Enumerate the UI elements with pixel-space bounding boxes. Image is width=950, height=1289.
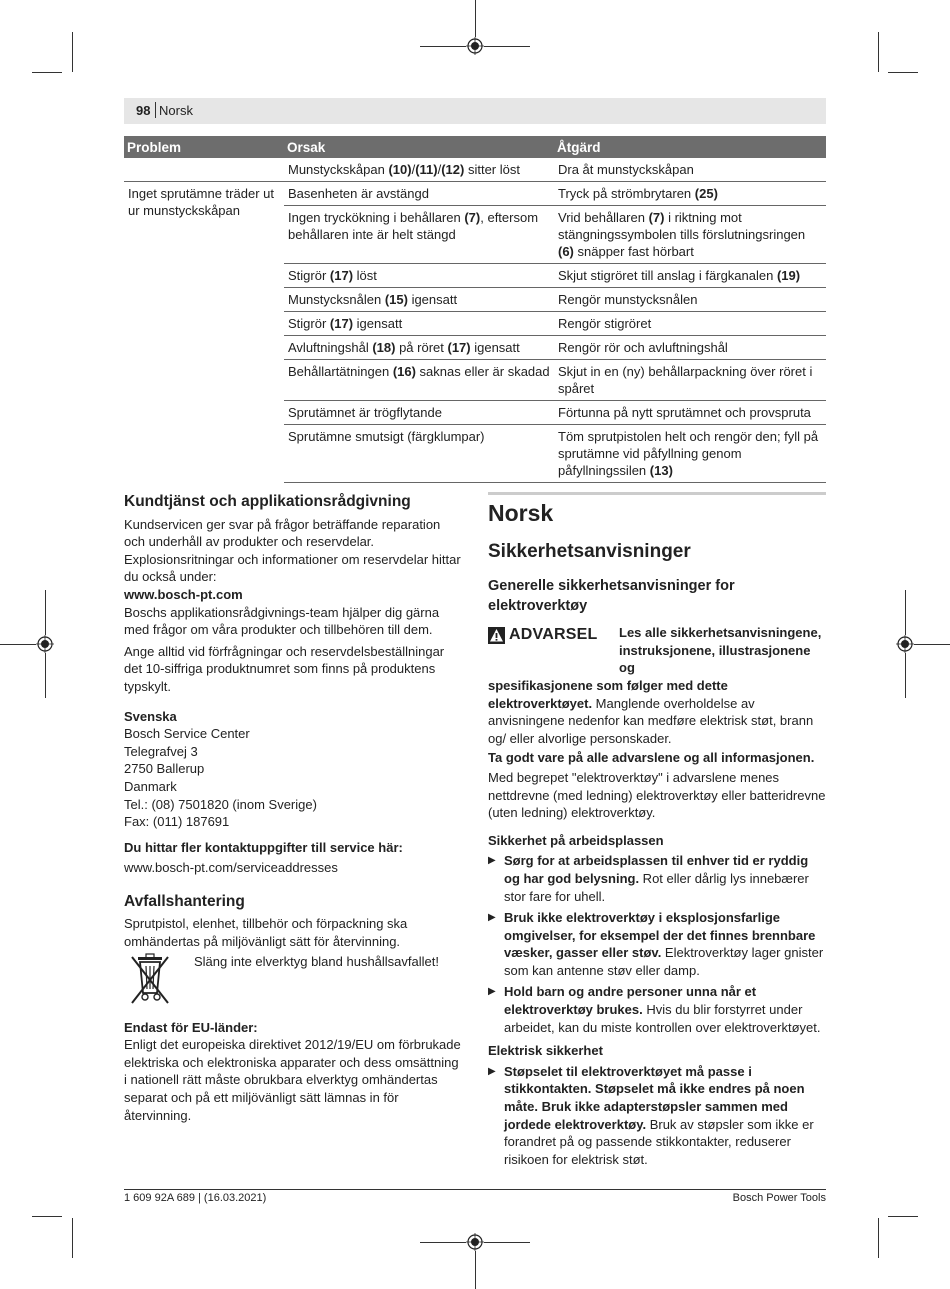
crop-mark: [72, 1218, 73, 1258]
column-header-remedy: Åtgärd: [554, 136, 826, 158]
warning-lead-2: spesifikasjonene som følger med dette elektroverktøyet.: [488, 677, 728, 711]
registration-mark-icon: [896, 635, 914, 653]
definition-text: Med begrepet "elektroverktøy" i advarslene menes nettdrevne (med ledning) elektroverktøy eller batteridrevne (uten ledning) elektroverktøy.: [488, 769, 826, 821]
keep-all-text: Ta godt vare på alle advarslene og all informasjonen.: [488, 750, 815, 766]
cell-remedy: Skjut in en (ny) behållarpackning över röret i spåret: [554, 360, 826, 401]
warning-rest: Manglende overholdelse av anvisningene nedenfor kan medføre elektrisk støt, brann og/ eller alvorlige personskader.: [488, 695, 814, 746]
warning-text: [488, 677, 826, 747]
section-divider: [488, 492, 826, 495]
right-column: [488, 492, 826, 1172]
cell-cause: Sprutämne smutsigt (färgklumpar): [284, 425, 554, 483]
bullet-triangle-icon: ▶: [488, 1065, 496, 1077]
cell-cause: Ingen tryckökning i behållaren (7), eftersom behållaren inte är helt stängd: [284, 206, 554, 264]
bullet-triangle-icon: ▶: [488, 986, 496, 998]
address-line: Bosch Service Center: [124, 726, 250, 742]
crop-mark: [420, 1242, 466, 1243]
crop-mark: [878, 1218, 879, 1258]
cell-cause: Munstycksnålen (15) igensatt: [284, 288, 554, 312]
page-number: 98: [136, 103, 151, 118]
contacts-url[interactable]: www.bosch-pt.com/serviceaddresses: [124, 860, 338, 876]
bullet-text: Støpselet til elektroverktøyet må passe i stikkontakten. Støpselet må ikke endres på noen måte. Bruk ikke adapterstøpsler sammen med jordede elektroverktøy. Bruk av støpsler som ikke er forandret på og passende stikkontakter, reduserer risikoen for elektrisk støt.: [504, 1063, 814, 1167]
address-block: [124, 725, 464, 831]
crop-mark: [905, 590, 906, 635]
bullet-triangle-icon: ▶: [488, 855, 496, 867]
crop-mark: [475, 1251, 476, 1289]
crop-mark: [888, 1216, 918, 1217]
column-header-cause: Orsak: [284, 136, 554, 158]
disposal-text: Sprutpistol, elenhet, tillbehör och förpackning ska omhändertas på miljövänligt sätt för återvinning.: [124, 916, 408, 950]
bullet-item: [488, 909, 826, 979]
crop-mark: [878, 32, 879, 72]
header-separator: [155, 102, 156, 118]
header-language: Norsk: [159, 103, 193, 118]
bullet-item: [488, 852, 826, 905]
bullet-item: [488, 983, 826, 1036]
cell-problem: Inget sprutämne träder ut ur munstyckskåpan: [128, 186, 274, 218]
footer-rule: [124, 1189, 826, 1190]
cell-remedy: Förtunna på nytt sprutämnet och provspruta: [554, 401, 826, 425]
cell-remedy: Vrid behållaren (7) i riktning mot stängningssymbolen tills förslutningsringen (6) snäpper fast hörbart: [554, 206, 826, 264]
contacts-heading: Du hittar fler kontaktuppgifter till service här:: [124, 839, 403, 855]
safety-title: Sikkerhetsanvisninger: [488, 540, 691, 562]
address-line: 2750 Ballerup: [124, 761, 205, 777]
crop-mark: [32, 72, 62, 73]
footer-brand: Bosch Power Tools: [732, 1192, 826, 1204]
address-line: Danmark: [124, 778, 177, 794]
language-title: Norsk: [488, 500, 554, 526]
crop-mark: [888, 72, 918, 73]
column-header-problem: Problem: [124, 136, 284, 158]
cell-remedy: Rengör rör och avluftningshål: [554, 336, 826, 360]
crop-mark: [484, 46, 530, 47]
crop-mark: [45, 590, 46, 635]
cell-cause: Stigrör (17) igensatt: [284, 312, 554, 336]
electrical-heading: Elektrisk sikkerhet: [488, 1043, 603, 1059]
crop-mark: [475, 0, 476, 37]
troubleshooting-table: [124, 136, 826, 483]
address-line: Telegrafvej 3: [124, 743, 198, 759]
crop-mark: [32, 1216, 62, 1217]
crop-mark: [72, 32, 73, 72]
bullet-text: Sørg for at arbeidsplassen til enhver tid er ryddig og har god belysning. Rot eller dårlig lys innebærer stor fare for uhell.: [504, 853, 809, 904]
customer-service-intro: Kundservicen ger svar på frågor beträffande reparation och underhåll av produkter och reservdelar. Explosionsritningar och informationer om reservdelar hittar du också under:: [124, 516, 461, 585]
cell-remedy: Töm sprutpistolen helt och rengör den; fyll på sprutämne vid påfyllning genom påfyllningssilen (13): [554, 425, 826, 483]
cell-remedy: Tryck på strömbrytaren (25): [554, 182, 826, 206]
disposal-heading: Avfallshantering: [124, 892, 245, 910]
bullet-triangle-icon: ▶: [488, 912, 496, 924]
bullet-item: [488, 1063, 826, 1169]
cell-remedy: Skjut stigröret till anslag i färgkanalen (19): [554, 264, 826, 288]
left-column: [124, 493, 464, 1128]
registration-mark-icon: [466, 1233, 484, 1251]
crop-mark: [914, 644, 950, 645]
cell-cause: Stigrör (17) löst: [284, 264, 554, 288]
warning-block: [488, 624, 826, 677]
crop-mark: [0, 644, 36, 645]
warning-word: ADVARSEL: [509, 626, 598, 644]
cell-remedy: Rengör munstycksnålen: [554, 288, 826, 312]
cell-problem: [124, 158, 284, 182]
cell-remedy: Dra åt munstyckskåpan: [554, 158, 826, 182]
cell-cause: Basenheten är avstängd: [284, 182, 554, 206]
weee-text: Släng inte elverktyg bland hushållsavfallet!: [194, 953, 439, 969]
cell-cause: Sprutämnet är trögflytande: [284, 401, 554, 425]
warning-lead-1: Les alle sikkerhetsanvisningene, instruksjonene, illustrasjonene og: [619, 625, 822, 676]
address-phone: Tel.: (08) 7501820 (inom Sverige): [124, 796, 317, 812]
customer-service-heading: Kundtjänst och applikationsrådgivning: [124, 493, 411, 510]
service-url[interactable]: www.bosch-pt.com: [124, 586, 243, 602]
eu-text: Enligt det europeiska direktivet 2012/19/EU om förbrukade elektriska och elektroniska apparater och dess omsättning i nationell rätt måste obrukbara elverktyg omhändertas separat och på ett miljövänligt sätt lämnas in för återvinning.: [124, 1037, 461, 1123]
crossed-out-bin-icon: [124, 953, 182, 1007]
bullet-text: Hold barn og andre personer unna når et elektroverktøy brukes. Hvis du blir forstyrret under arbeidet, kan du miste kontrollen over elektroverktøyet.: [504, 984, 821, 1035]
crop-mark: [484, 1242, 530, 1243]
page-header: [124, 98, 826, 124]
cell-cause: Avluftningshål (18) på röret (17) igensatt: [284, 336, 554, 360]
electrical-list: [488, 1063, 826, 1169]
footer-doc-number: 1 609 92A 689 | (16.03.2021): [124, 1192, 267, 1204]
table-row: [124, 182, 826, 206]
crop-mark: [905, 653, 906, 698]
workplace-heading: Sikkerhet på arbeidsplassen: [488, 832, 664, 848]
registration-mark-icon: [466, 37, 484, 55]
workplace-list: [488, 852, 826, 1036]
cell-cause: Behållartätningen (16) saknas eller är skadad: [284, 360, 554, 401]
table-header-row: [124, 136, 826, 158]
warning-badge: [488, 625, 609, 645]
product-number-note: Ange alltid vid förfrågningar och reservdelsbeställningar det 10-siffriga produktnumret som finns på produktens typskylt.: [124, 643, 445, 694]
table-body: [124, 158, 826, 483]
crop-mark: [420, 46, 466, 47]
eu-heading: Endast för EU-länder:: [124, 1019, 258, 1035]
bullet-text: Bruk ikke elektroverktøy i eksplosjonsfarlige omgivelser, for eksempel der det finnes brennbare væsker, gasser eller støv. Elektroverktøy lager gnister som kan antenne støv eller damp.: [504, 910, 824, 978]
cell-remedy: Rengör stigröret: [554, 312, 826, 336]
table-row: [124, 158, 826, 182]
registration-mark-icon: [36, 635, 54, 653]
weee-notice: [124, 953, 464, 1007]
keep-all-warnings: [488, 749, 826, 767]
warning-triangle-icon: [488, 627, 505, 644]
cell-cause: Munstyckskåpan (10)/(11)/(12) sitter löst: [284, 158, 554, 182]
application-advice-text: Boschs applikationsrådgivnings-team hjälper dig gärna med frågor om våra produkter och tillbehören till dem.: [124, 604, 440, 638]
customer-service-text: [124, 516, 464, 639]
crop-mark: [45, 653, 46, 698]
address-fax: Fax: (011) 187691: [124, 814, 230, 830]
general-safety-title: Generelle sikkerhetsanvisninger for elektroverktøy: [488, 578, 735, 615]
address-country: Svenska: [124, 708, 177, 724]
